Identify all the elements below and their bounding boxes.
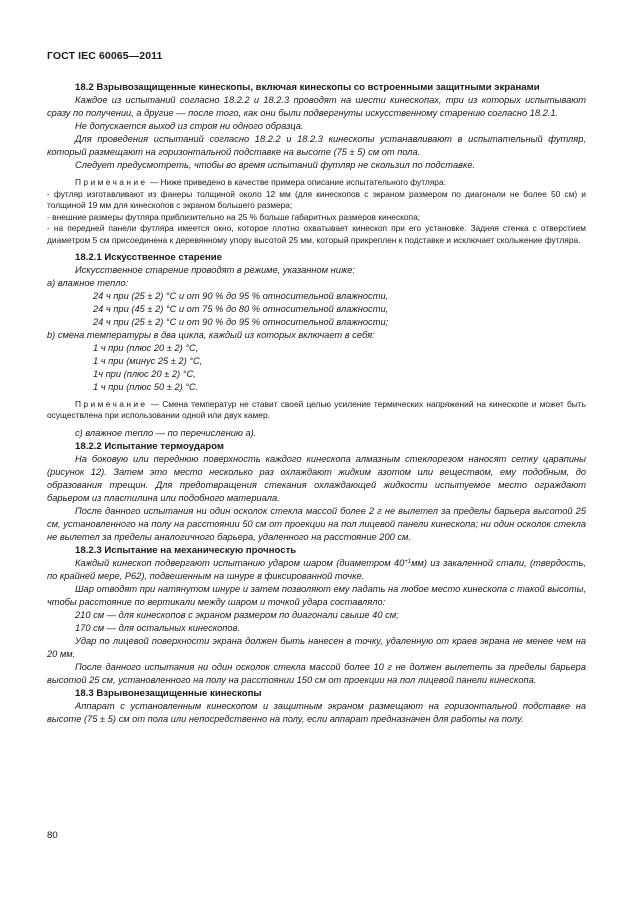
s182-note-bullet-3: - на передней панели футляра имеется окно, которое плотно охватывает кинескоп при его установке. Задняя стенка с отверстием диаметром 5 см присоединена к деревянному упору высотой 25 мм, который прикреплен к подставке и исключает скольжение футляра. [47,223,586,245]
s1821-item-b-4: 1 ч при (плюс 50 ± 2) °С. [93,381,199,392]
note-text: — Ниже приведено в качестве примера описание испытательного футляра: [147,177,446,187]
s1821-item-a: а) влажное тепло: [47,277,129,288]
s1823-paragraph-1 [47,557,586,583]
section-18-2-2-heading: 18.2.2 Испытание термоударом [75,440,224,452]
s182-paragraph-1: Каждое из испытаний согласно 18.2.2 и 18.2.3 проводят на шести кинескопах, три из которых испытывают сразу по получении, а другие — после того, как они были подвергнуты искусственному старению согласно 18.2.1. [47,95,586,118]
section-18-2-heading: 18.2 Взрывозащищенные кинескопы, включая кинескопы со встроенными защитными экранами [75,82,540,93]
s1821-item-b-1: 1 ч при (плюс 20 ± 2) °С, [93,342,199,353]
s1823-paragraph-4: 170 см — для остальных кинескопов. [75,622,241,633]
s1821-item-c: с) влажное тепло — по перечислению а). [75,427,257,438]
page-body [47,81,586,726]
document-id-header: ГОСТ IEC 60065—2011 [47,50,163,62]
note-label: Примечание [75,177,148,187]
note-text: — Смена температур не ставит своей целью усиление термических напряжений на кинескопе и может быть осуществлена при использовании одной или двух камер. [47,398,586,421]
s1821-item-a-3: 24 ч при (25 ± 2) °С и от 90 % до 95 % относительной влажности; [93,316,389,327]
s182-note-bullet-1: - футляр изготавливают из фанеры толщиной около 12 мм (для кинескопов с экраном размером по диагонали не более 50 см) и толщиной 19 мм для кинескопов с экраном большего размера; [47,188,586,211]
s1822-paragraph-2: После данного испытания ни один осколок стекла массой более 2 г не вылетел за пределы барьера высотой 25 см, установленного на полу на расстоянии 50 см от проекции на пол лицевой панели кинескопа; ни один осколок стекла не вылетел за пределы аналогичного барьера, удаленного на расстояние 200 см. [47,505,586,542]
s1821-item-b-2: 1 ч при (минус 25 ± 2) °С, [93,355,203,366]
s1822-paragraph-1: На боковую или переднюю поверхность каждого кинескопа алмазным стеклорезом наносят сетку царапины (рисунок 12). Затем это место несколько раз охлаждают жидким азотом или веществом, ему подобным, до образования трещин. Для предотвращения стекания охлаждающей жидкости испытуемое место ограждают барьером из пластилина или подобного материала. [47,453,586,503]
s1821-note [47,399,586,422]
s1821-intro: Искусственное старение проводят в режиме, указанном ниже: [75,264,356,275]
s182-paragraph-2: Не допускается выход из строя ни одного образца. [75,121,304,131]
s182-note-bullet-2: - внешние размеры футляра приблизительно на 25 % больше габаритных размеров кинескопа; [47,211,421,222]
s1823-paragraph-2: Шар отводят при натянутом шнуре и затем позволяют ему падать на любое место кинескопа с такой высоты, чтобы расстояние по вертикали между шаром и точкой удара составляло: [47,583,586,607]
s1823-paragraph-6: После данного испытания ни один осколок стекла массой более 10 г не должен вылететь за пределы барьера высотой 25 см, установленного на полу на расстоянии 150 см от проекции на пол лицевой панели кинескопа. [47,661,586,685]
s1821-item-b: b) смена температуры в два цикла, каждый из которых включает в себя: [47,329,375,340]
s1821-item-b-3: 1ч при (плюс 20 ± 2) °С, [93,368,196,379]
s1823-paragraph-5: Удар по лицевой поверхности экрана должен быть нанесен в точку, удаленную от краев экрана не менее чем на 20 мм. [47,635,586,659]
s1823-paragraph-3: 210 см — для кинескопов с экраном размером по диагонали свыше 40 см; [75,609,399,620]
s1821-item-a-2: 24 ч при (45 ± 2) °С и от 75 % до 80 % относительной влажности, [93,303,389,314]
section-18-3-heading: 18.3 Взрывонезащищенные кинескопы [75,687,262,699]
section-18-2-1-heading: 18.2.1 Искусственное старение [75,251,222,263]
s1823-p1-part-b: мм) из закаленной стали, (твердость, по крайней мере, Р62), подвешенным на шнуре в фиксированной точке. [47,557,586,581]
s1821-item-a-1: 24 ч при (25 ± 2) °С и от 90 % до 95 % относительной влажности, [93,290,389,301]
s1823-p1-part-a: Каждый кинескоп подвергают испытанию ударом шаром (диаметром 40 [75,557,405,568]
s1823-tolerance-sup: +1 [404,558,412,565]
s182-paragraph-4: Следует предусмотреть, чтобы во время испытаний футляр не скользил по подставке. [75,160,476,170]
section-18-2-3-heading: 18.2.3 Испытание на механическую прочность [75,544,297,556]
s182-paragraph-3: Для проведения испытаний согласно 18.2.2 и 18.2.3 кинескопы устанавливают в испытательный футляр, который размещают на горизонтальной подставке на высоте (75 ± 5) см от пола. [47,134,586,157]
s183-paragraph-1: Аппарат с установленным кинескопом и защитным экраном размещают на горизонтальной подставке на высоте (75 ± 5) см от пола или непосредственно на полу, если аппарат предназначен для работы на полу. [47,700,586,724]
s182-note-intro [47,177,586,189]
note-label: Примечание [75,398,148,409]
page-number: 80 [47,830,58,841]
